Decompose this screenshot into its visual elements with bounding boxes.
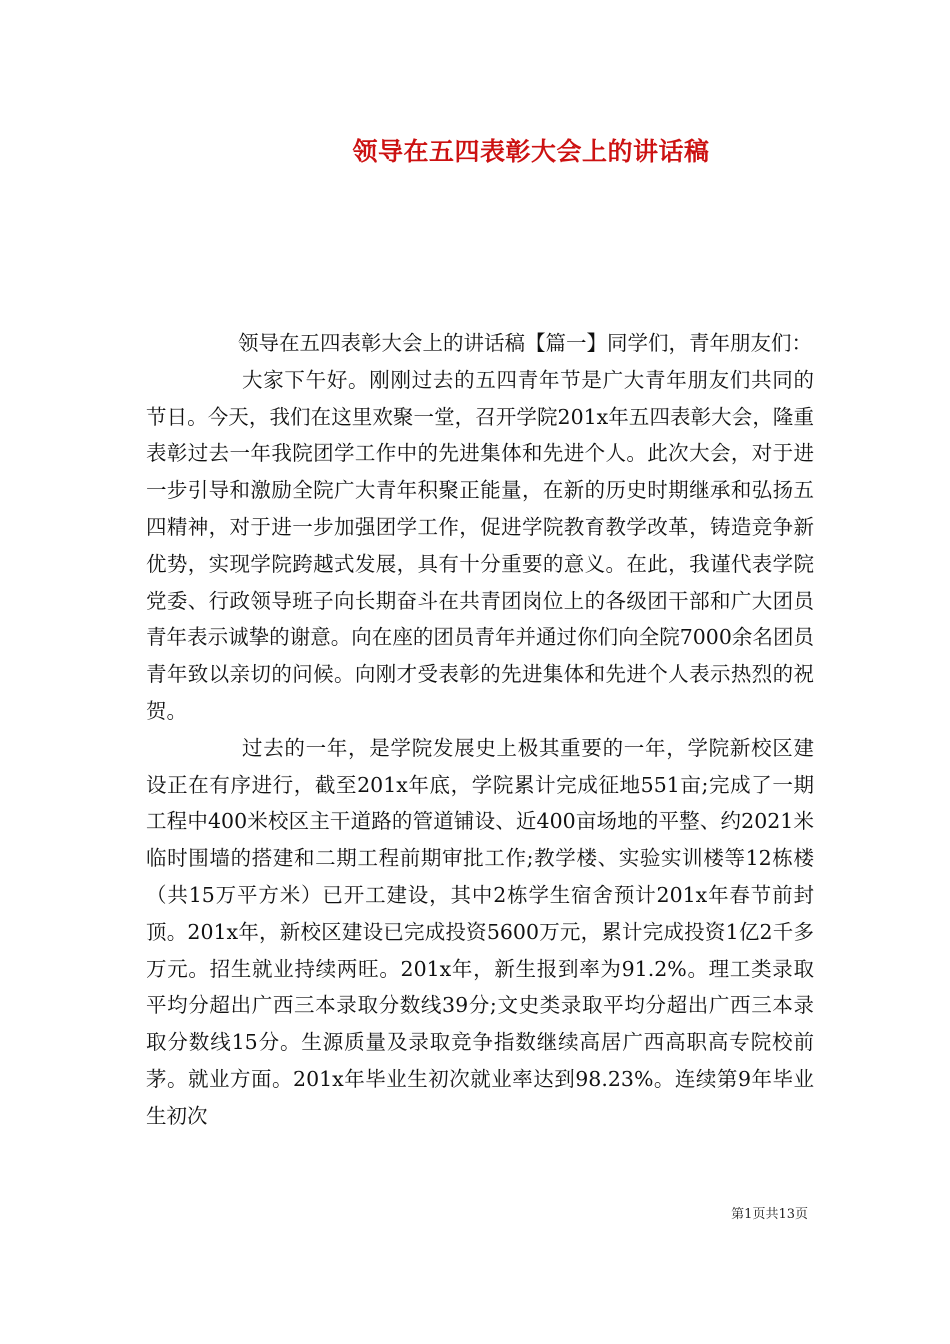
paragraph-opening: 大家下午好。刚刚过去的五四青年节是广大青年朋友们共同的节日。今天，我们在这里欢聚一堂，召开学院201x年五四表彰大会，隆重表彰过去一年我院团学工作中的先进集体和先进个人。此次大会，对于进一步引导和激励全院广大青年积聚正能量，在新的历史时期继承和弘扬五四精神，对于进一步加强团学工作，促进学院教育教学改革，铸造竞争新优势，实现学院跨越式发展，具有十分重要的意义。在此，我谨代表学院党委、行政领导班子向长期奋斗在共青团岗位上的各级团干部和广大团员青年表示诚挚的谢意。向在座的团员青年并通过你们向全院7000余名团员青年致以亲切的问候。向刚才受表彰的先进集体和先进个人表示热烈的祝贺。	[146, 367, 814, 723]
paragraph-achievements: 过去的一年，是学院发展史上极其重要的一年，学院新校区建设正在有序进行，截至201x年底，学院累计完成征地551亩;完成了一期工程中400米校区主干道路的管道铺设、近400亩场地的平整、约2021米临时围墙的搭建和二期工程前期审批工作;教学楼、实验实训楼等12栋楼（共15万平方米）已开工建设，其中2栋学生宿舍预计201x年春节前封顶。201x年，新校区建设已完成投资5600万元，累计完成投资1亿2千多万元。招生就业持续两旺。201x年，新生报到率为91.2%。理工类录取平均分超出广西三本录取分数线39分;文史类录取平均分超出广西三本录取分数线15分。生源质量及录取竞争指数继续高居广西高职高专院校前茅。就业方面。201x年毕业生初次就业率达到98.23%。连续第9年毕业生初次	[146, 735, 814, 1128]
page-number-footer: 第1页共13页	[731, 1207, 808, 1222]
document-title: 领导在五四表彰大会上的讲话稿	[352, 137, 710, 166]
document-body	[146, 325, 814, 1135]
paragraph-greeting: 领导在五四表彰大会上的讲话稿【篇一】同学们，青年朋友们：	[238, 331, 812, 355]
